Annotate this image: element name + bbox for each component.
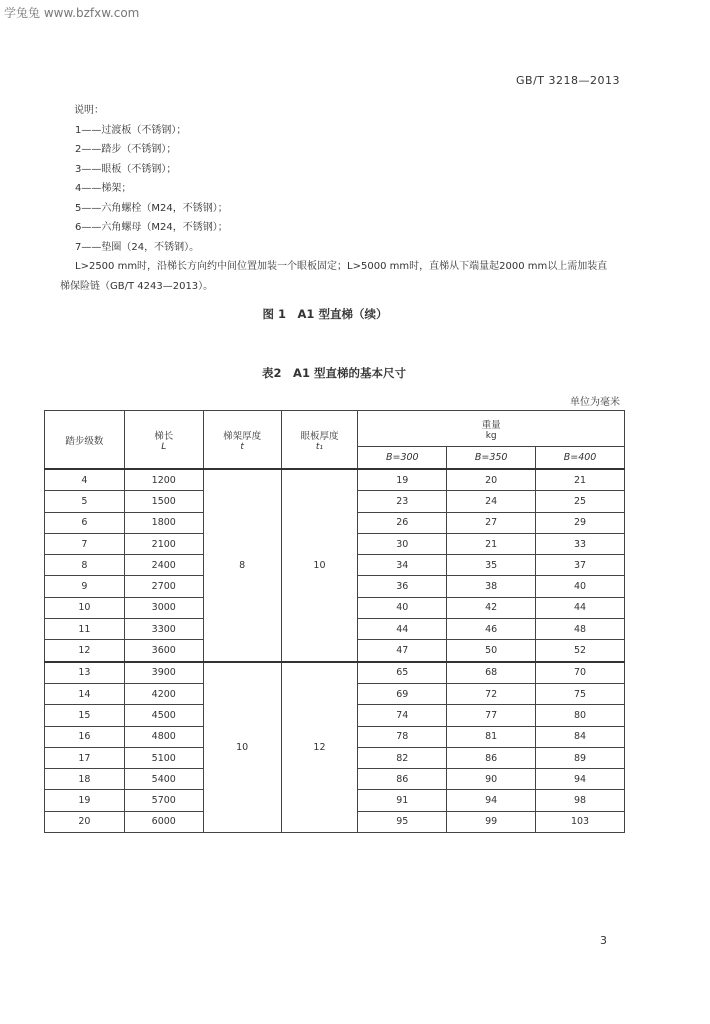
header-weight-unit: kg: [485, 430, 497, 441]
cell-length: 5100: [124, 747, 203, 768]
cell-weight-b300: 69: [358, 683, 447, 704]
cell-steps: 17: [45, 747, 125, 768]
cell-weight-b400: 29: [536, 512, 625, 533]
cell-weight-b400: 75: [536, 683, 625, 704]
cell-weight-b300: 65: [358, 662, 447, 684]
header-steps: 踏步级数: [45, 411, 125, 470]
cell-weight-b400: 84: [536, 726, 625, 747]
cell-weight-b300: 74: [358, 705, 447, 726]
cell-steps: 12: [45, 640, 125, 662]
cell-length: 1500: [124, 491, 203, 512]
cell-weight-b300: 47: [358, 640, 447, 662]
cell-length: 2700: [124, 576, 203, 597]
cell-steps: 9: [45, 576, 125, 597]
dimensions-table: [44, 410, 625, 833]
cell-steps: 18: [45, 769, 125, 790]
cell-length: 3000: [124, 597, 203, 618]
standard-number: GB/T 3218—2013: [516, 74, 620, 87]
unit-note: 单位为毫米: [570, 397, 620, 408]
cell-weight-b300: 30: [358, 533, 447, 554]
cell-length: 5700: [124, 790, 203, 811]
cell-weight-b350: 27: [447, 512, 536, 533]
cell-length: 2400: [124, 555, 203, 576]
cell-weight-b400: 37: [536, 555, 625, 576]
note-remark-line1: L>2500 mm时，沿梯长方向约中间位置加装一个眼板固定；L>5000 mm时，直梯从下端量起2000 mm以上需加装直: [75, 261, 608, 272]
watermark: 学兔兔 www.bzfxw.com: [4, 6, 140, 20]
header-frame-thickness-label: 梯架厚度: [223, 430, 262, 442]
cell-weight-b300: 78: [358, 726, 447, 747]
cell-weight-b350: 86: [447, 747, 536, 768]
note-item: 4——梯架；: [75, 183, 132, 194]
cell-length: 4200: [124, 683, 203, 704]
cell-weight-b350: 35: [447, 555, 536, 576]
cell-steps: 11: [45, 619, 125, 640]
cell-weight-b400: 70: [536, 662, 625, 684]
cell-weight-b400: 94: [536, 769, 625, 790]
header-b350: B=350: [447, 447, 536, 470]
cell-weight-b300: 34: [358, 555, 447, 576]
note-item: 5——六角螺栓（M24，不锈钢）；: [75, 202, 228, 214]
figure-caption: 图 1 A1 型直梯（续）: [262, 307, 388, 321]
cell-steps: 5: [45, 491, 125, 512]
cell-weight-b350: 94: [447, 790, 536, 811]
header-length-symbol: L: [161, 441, 167, 452]
cell-steps: 4: [45, 469, 125, 491]
cell-length: 4800: [124, 726, 203, 747]
header-b400: B=400: [536, 447, 625, 470]
header-eye-plate-thickness-label: 眼板厚度: [300, 430, 339, 442]
cell-weight-b350: 90: [447, 769, 536, 790]
note-item: 6——六角螺母（M24，不锈钢）；: [75, 222, 228, 233]
cell-weight-b300: 44: [358, 619, 447, 640]
cell-length: 3900: [124, 662, 203, 684]
cell-weight-b300: 86: [358, 769, 447, 790]
cell-steps: 15: [45, 705, 125, 726]
header-length-label: 梯长: [154, 430, 174, 442]
cell-length: 2100: [124, 533, 203, 554]
header-eye-plate-thickness: [281, 411, 358, 470]
cell-weight-b300: 23: [358, 491, 447, 512]
cell-weight-b400: 89: [536, 747, 625, 768]
cell-weight-b400: 33: [536, 533, 625, 554]
cell-length: 3300: [124, 619, 203, 640]
cell-weight-b350: 77: [447, 705, 536, 726]
cell-weight-b300: 91: [358, 790, 447, 811]
header-frame-thickness-symbol: t: [240, 441, 244, 452]
notes-title: 说明：: [74, 105, 104, 116]
cell-steps: 6: [45, 512, 125, 533]
figure-notes: [60, 101, 640, 296]
cell-steps: 7: [45, 533, 125, 554]
cell-weight-b400: 80: [536, 705, 625, 726]
cell-steps: 10: [45, 597, 125, 618]
note-item: 7——垫圈（24，不锈钢）。: [75, 241, 200, 253]
cell-length: 5400: [124, 769, 203, 790]
cell-weight-b400: 48: [536, 619, 625, 640]
cell-weight-b400: 21: [536, 469, 625, 491]
table-title: 表2 A1 型直梯的基本尺寸: [262, 366, 406, 380]
header-b300: B=300: [358, 447, 447, 470]
header-length: [124, 411, 203, 470]
cell-length: 3600: [124, 640, 203, 662]
header-frame-thickness: [203, 411, 281, 470]
cell-weight-b350: 68: [447, 662, 536, 684]
header-weight: [358, 411, 625, 447]
header-eye-plate-thickness-symbol: t₁: [315, 441, 324, 452]
cell-weight-b400: 103: [536, 811, 625, 832]
table-row: [45, 469, 625, 491]
cell-frame-thickness: 8: [203, 469, 281, 662]
note-remark-line2: 梯保险链（GB/T 4243—2013）。: [60, 280, 214, 292]
cell-eye-plate-thickness: 10: [281, 469, 358, 662]
cell-weight-b300: 26: [358, 512, 447, 533]
cell-weight-b300: 95: [358, 811, 447, 832]
cell-steps: 19: [45, 790, 125, 811]
cell-weight-b350: 21: [447, 533, 536, 554]
cell-length: 6000: [124, 811, 203, 832]
cell-steps: 13: [45, 662, 125, 684]
cell-length: 1800: [124, 512, 203, 533]
cell-weight-b350: 20: [447, 469, 536, 491]
cell-weight-b350: 81: [447, 726, 536, 747]
cell-weight-b350: 38: [447, 576, 536, 597]
cell-weight-b350: 46: [447, 619, 536, 640]
cell-frame-thickness: 10: [203, 662, 281, 833]
note-item: 3——眼板（不锈钢）；: [75, 163, 177, 175]
cell-weight-b350: 50: [447, 640, 536, 662]
cell-steps: 16: [45, 726, 125, 747]
cell-steps: 20: [45, 811, 125, 832]
cell-weight-b400: 25: [536, 491, 625, 512]
cell-eye-plate-thickness: 12: [281, 662, 358, 833]
cell-length: 1200: [124, 469, 203, 491]
cell-weight-b300: 40: [358, 597, 447, 618]
note-item: 1——过渡板（不锈钢）；: [75, 124, 187, 136]
header-weight-label: 重量: [481, 419, 501, 431]
cell-weight-b300: 36: [358, 576, 447, 597]
note-item: 2——踏步（不锈钢）；: [75, 144, 177, 155]
cell-steps: 14: [45, 683, 125, 704]
cell-length: 4500: [124, 705, 203, 726]
table-row: [45, 662, 625, 684]
cell-weight-b400: 98: [536, 790, 625, 811]
cell-steps: 8: [45, 555, 125, 576]
page-number: 3: [600, 934, 607, 947]
cell-weight-b300: 19: [358, 469, 447, 491]
cell-weight-b400: 40: [536, 576, 625, 597]
cell-weight-b400: 44: [536, 597, 625, 618]
cell-weight-b350: 42: [447, 597, 536, 618]
cell-weight-b300: 82: [358, 747, 447, 768]
cell-weight-b350: 72: [447, 683, 536, 704]
table-body: [45, 469, 625, 833]
cell-weight-b350: 24: [447, 491, 536, 512]
cell-weight-b400: 52: [536, 640, 625, 662]
cell-weight-b350: 99: [447, 811, 536, 832]
